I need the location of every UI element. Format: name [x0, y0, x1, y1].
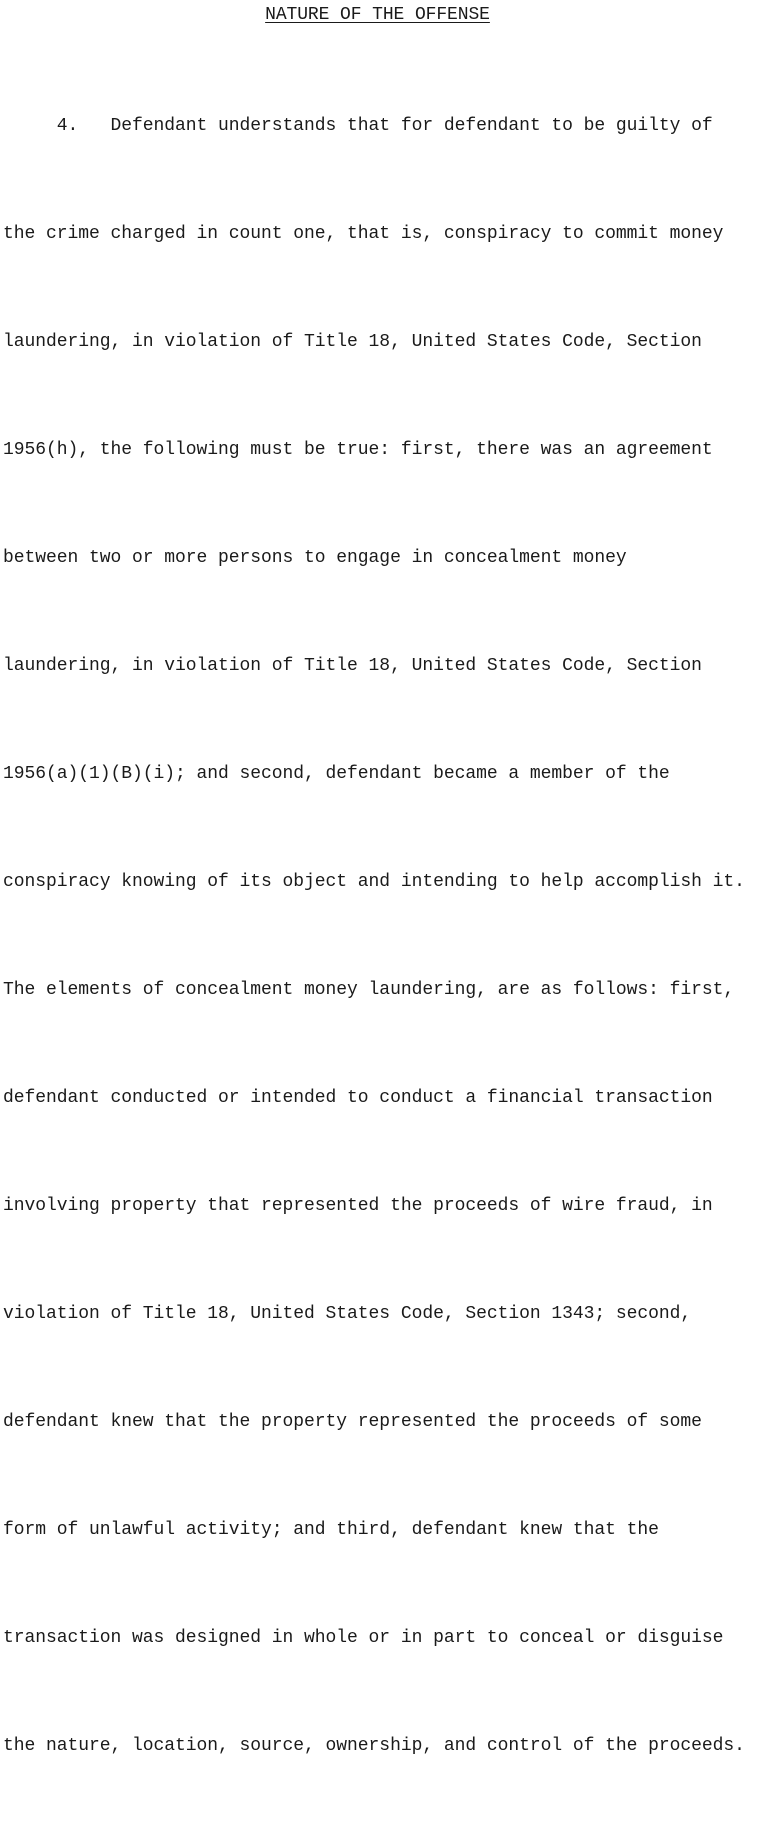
text-line: 4. Defendant understands that for defendant to be guilty of: [3, 116, 713, 136]
text-line: laundering, in violation of Title 18, United States Code, Section: [3, 332, 702, 352]
text-line: form of unlawful activity; and third, defendant knew that the: [3, 1520, 659, 1540]
text-line: violation of Title 18, United States Code, Section 1343; second,: [3, 1304, 692, 1324]
text-line: defendant knew that the property represented the proceeds of some: [3, 1412, 702, 1432]
text-line: 1956(a)(1)(B)(i); and second, defendant became a member of the: [3, 764, 670, 784]
text-line: involving property that represented the proceeds of wire fraud, in: [3, 1196, 713, 1216]
section-heading: [0, 4, 755, 26]
text-line: 1956(h), the following must be true: first, there was an agreement: [3, 440, 713, 460]
text-line: the nature, location, source, ownership, and control of the proceeds.: [3, 1736, 745, 1756]
text-line: conspiracy knowing of its object and intending to help accomplish it.: [3, 872, 745, 892]
text-line: The elements of concealment money laundering, are as follows: first,: [3, 980, 735, 1000]
text-line: transaction was designed in whole or in part to conceal or disguise: [3, 1628, 724, 1648]
text-line: between two or more persons to engage in concealment money: [3, 548, 627, 568]
paragraph-4: [3, 36, 763, 1836]
text-line: the crime charged in count one, that is, conspiracy to commit money: [3, 224, 724, 244]
text-line: laundering, in violation of Title 18, United States Code, Section: [3, 656, 702, 676]
text-line: defendant conducted or intended to conduct a financial transaction: [3, 1088, 713, 1108]
section-heading-text: NATURE OF THE OFFENSE: [265, 5, 490, 25]
